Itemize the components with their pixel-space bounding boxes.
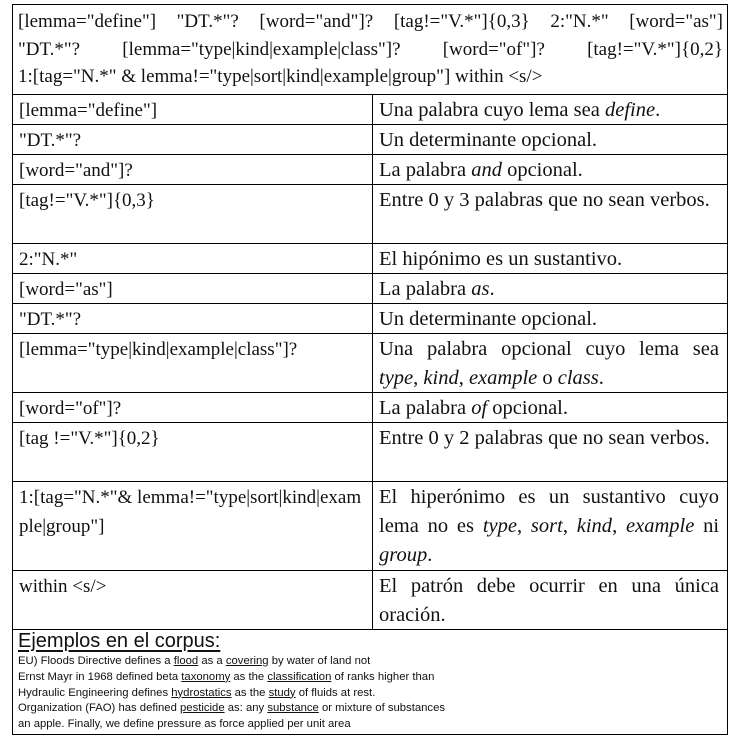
description-cell: La palabra and opcional. <box>379 159 583 181</box>
description-cell: La palabra as. <box>379 278 495 300</box>
example-list <box>18 654 722 733</box>
corpus-title: Ejemplos en el corpus: <box>18 630 221 652</box>
description-cell: Una palabra opcional cuyo lema sea type, kind, example o class. <box>379 338 719 389</box>
description-cell: El hiperónimo es un sustantivo cuyo lema no es type, sort, kind, example ni group. <box>379 486 720 566</box>
description-cell: El hipónimo es un sustantivo. <box>379 248 623 270</box>
pattern-token: [word="and"]? <box>259 11 374 32</box>
pattern-element-cell: "DT.*"? <box>13 304 373 333</box>
example-sentence: Organization (FAO) has defined pesticide as: any substance or mixture of substances <box>18 702 446 715</box>
pattern-element-cell: [lemma="define"] <box>13 95 373 124</box>
pattern-line-1 <box>18 8 723 36</box>
pattern-token: "DT.*"? <box>176 11 239 32</box>
table-row <box>13 244 727 274</box>
table-row <box>13 571 727 630</box>
pattern-token: [tag!="V.*"]{0,2} <box>587 38 723 60</box>
pattern-element-cell: [word="as"] <box>13 274 373 303</box>
example-sentence: EU) Floods Directive defines a flood as a covering by water of land not <box>18 655 371 667</box>
description-cell: Entre 0 y 3 palabras que no sean verbos. <box>379 189 710 211</box>
pattern-token: [tag!="V.*"]{0,3} <box>393 11 530 32</box>
pattern-element-cell: [lemma="type|kind|example|class"]? <box>13 334 373 392</box>
description-cell: Entre 0 y 2 palabras que no sean verbos. <box>379 427 710 449</box>
pattern-token: [word="of"]? <box>442 38 545 60</box>
example-sentence: Ernst Mayr in 1968 defined beta taxonomy as the classification of ranks higher than <box>18 670 435 683</box>
table-row <box>13 334 727 393</box>
table-row <box>13 393 727 423</box>
table-row <box>13 185 727 244</box>
table-row <box>13 423 727 482</box>
pattern-table <box>12 4 728 735</box>
pattern-element-cell: [tag!="V.*"]{0,3} <box>13 185 373 243</box>
pattern-line-2 <box>18 36 723 64</box>
table-row <box>13 95 727 125</box>
pattern-element-cell: [tag !="V.*"]{0,2} <box>13 423 373 481</box>
table-row <box>13 304 727 334</box>
table-row <box>13 482 727 571</box>
table-row <box>13 274 727 304</box>
pattern-header <box>13 5 727 95</box>
pattern-token: [word="as"] <box>629 11 723 32</box>
corpus-examples <box>13 625 727 734</box>
pattern-element-cell: [word="of"]? <box>13 393 373 422</box>
pattern-token: [lemma="define"] <box>18 11 157 32</box>
pattern-element-cell: 1:[tag="N.*"& lemma!="type|sort|kind|example|group"] <box>13 482 373 570</box>
table-row <box>13 155 727 185</box>
pattern-token: "DT.*"? <box>18 38 81 60</box>
description-cell: La palabra of opcional. <box>379 397 568 419</box>
description-cell: Un determinante opcional. <box>379 308 598 330</box>
example-sentence: Hydraulic Engineering defines hydrostatics as the study of fluids at rest. <box>18 686 376 699</box>
description-cell: Un determinante opcional. <box>379 129 598 151</box>
description-cell: El patrón debe ocurrir en una única oración. <box>379 575 719 626</box>
pattern-token: [lemma="type|kind|example|class"]? <box>122 38 401 60</box>
pattern-element-cell: within <s/> <box>13 571 373 629</box>
pattern-element-cell: [word="and"]? <box>13 155 373 184</box>
description-cell: Una palabra cuyo lema sea define. <box>379 99 661 121</box>
pattern-line-3: 1:[tag="N.*" & lemma!="type|sort|kind|example|group"] within <s/> <box>18 66 543 87</box>
example-sentence: an apple. Finally, we define pressure as force applied per unit area <box>18 718 351 731</box>
pattern-element-cell: "DT.*"? <box>13 125 373 154</box>
pattern-element-cell: 2:"N.*" <box>13 244 373 273</box>
table-row <box>13 125 727 155</box>
pattern-token: 2:"N.*" <box>550 11 609 32</box>
